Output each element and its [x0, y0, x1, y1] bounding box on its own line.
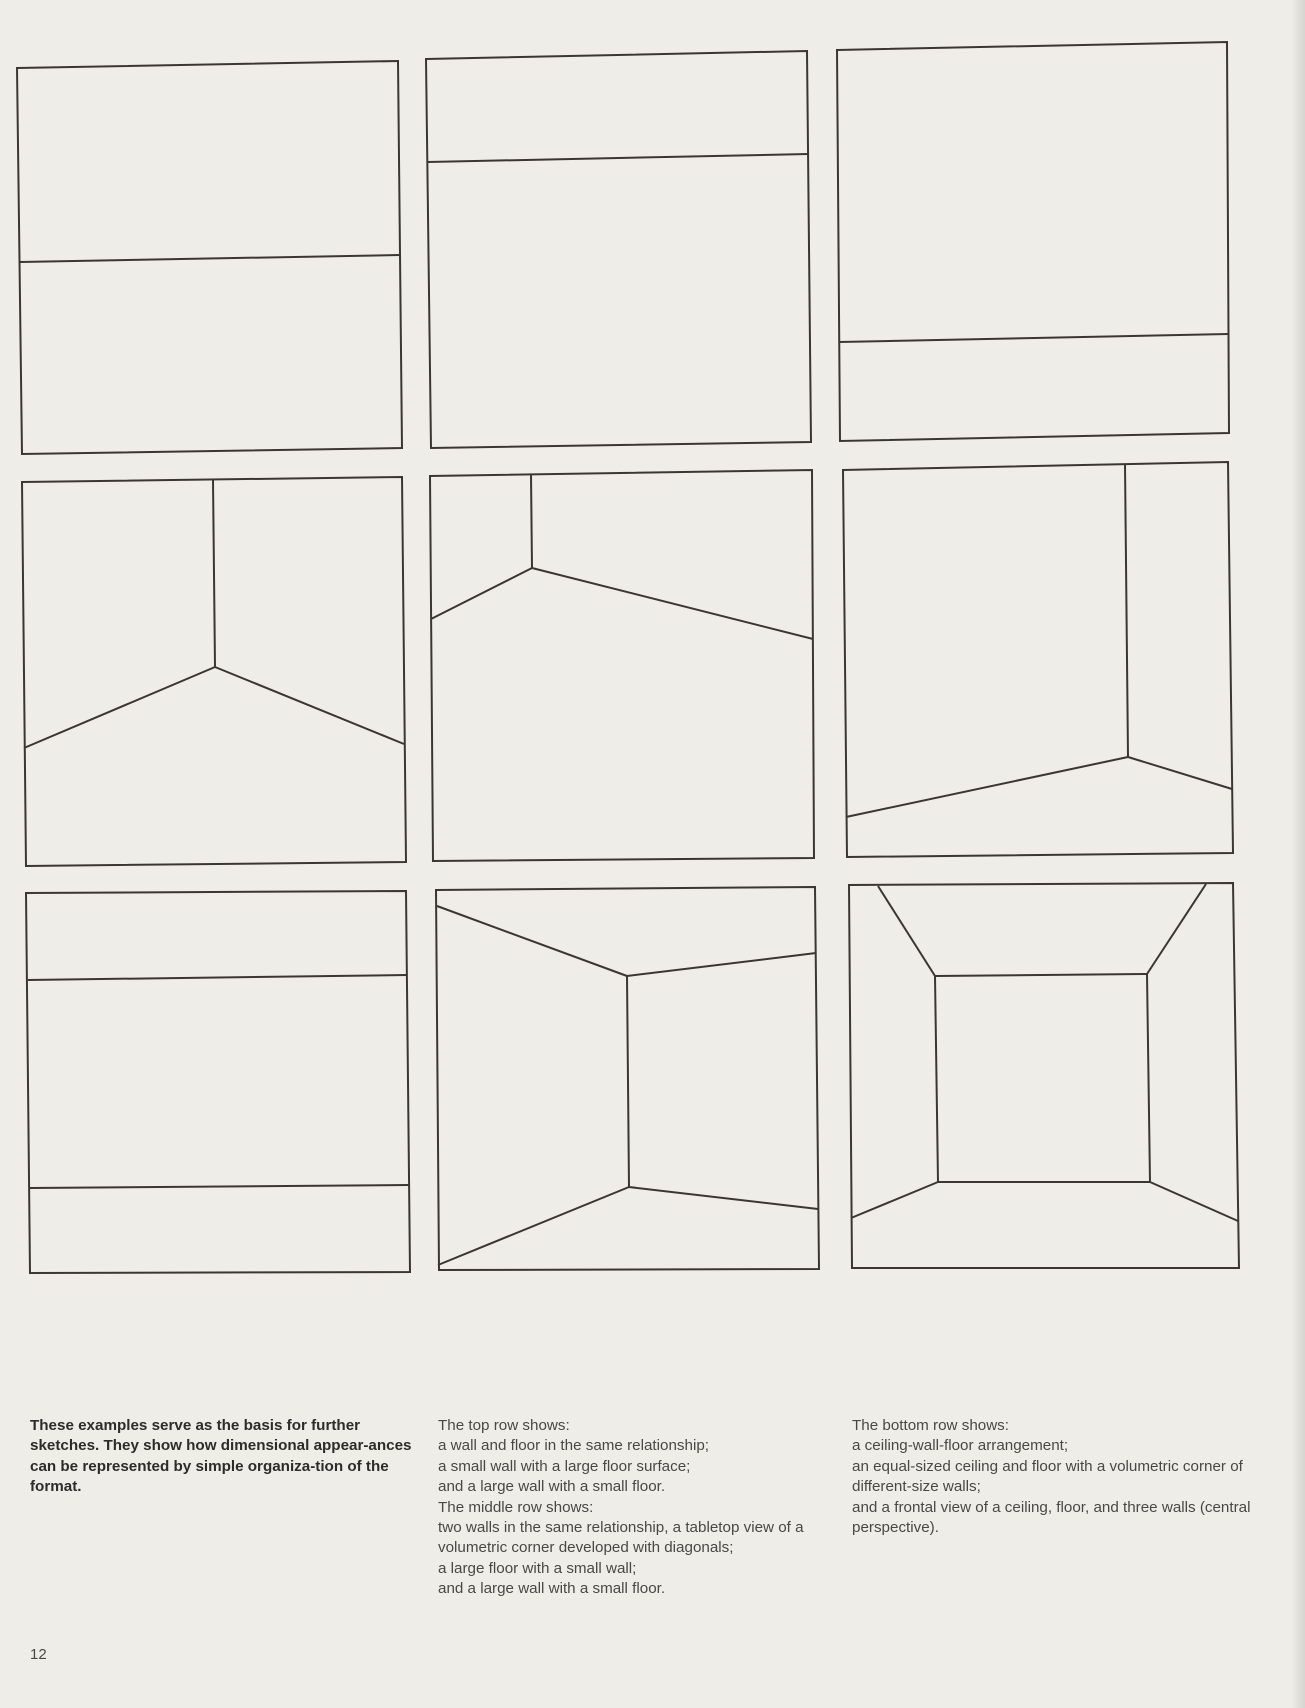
caption-line: a ceiling-wall-floor arrangement; — [852, 1437, 1069, 1455]
top-middle-row-caption — [438, 1416, 828, 1600]
sketch-ceiling-wall-floor — [26, 891, 410, 1273]
caption-line: The top row shows: — [438, 1417, 570, 1434]
page-edge-shadow — [1291, 0, 1305, 1708]
sketch-ceiling-floor-corner — [436, 887, 819, 1270]
sketch-large-wall-corner — [843, 462, 1233, 857]
bottom-row-caption — [852, 1416, 1272, 1538]
sketch-large-floor-small-wall — [430, 470, 814, 861]
sketch-large-wall-small-floor — [837, 42, 1229, 441]
sketch-central-perspective — [849, 883, 1239, 1268]
caption-line: The bottom row shows: — [852, 1417, 1009, 1434]
intro-caption — [30, 1416, 415, 1498]
caption-line: The middle row shows: — [438, 1498, 594, 1516]
caption-line: a wall and floor in the same relationship; — [438, 1437, 709, 1455]
caption-line: and a large wall with a small floor. — [438, 1580, 666, 1598]
caption-line: and a frontal view of a ceiling, floor, and three walls (central perspective). — [852, 1498, 1251, 1537]
caption-line: an equal-sized ceiling and floor with a volumetric corner of different-size walls; — [852, 1457, 1243, 1496]
sketch-wall-floor-equal — [17, 61, 402, 454]
caption-line: a large floor with a small wall; — [438, 1559, 637, 1577]
intro-caption-text: These examples serve as the basis for further sketches. They show how dimensional appear-ances can be represented by simple organiza-tion of the format. — [30, 1417, 412, 1496]
sketch-two-walls-corner — [22, 477, 406, 866]
caption-line: two walls in the same relationship, a tabletop view of a volumetric corner developed with diagonals; — [438, 1519, 804, 1557]
caption-line: a small wall with a large floor surface; — [438, 1457, 691, 1475]
page-number: 12 — [30, 1646, 47, 1663]
sketch-small-wall-large-floor — [426, 51, 811, 448]
caption-line: and a large wall with a small floor. — [438, 1478, 666, 1496]
